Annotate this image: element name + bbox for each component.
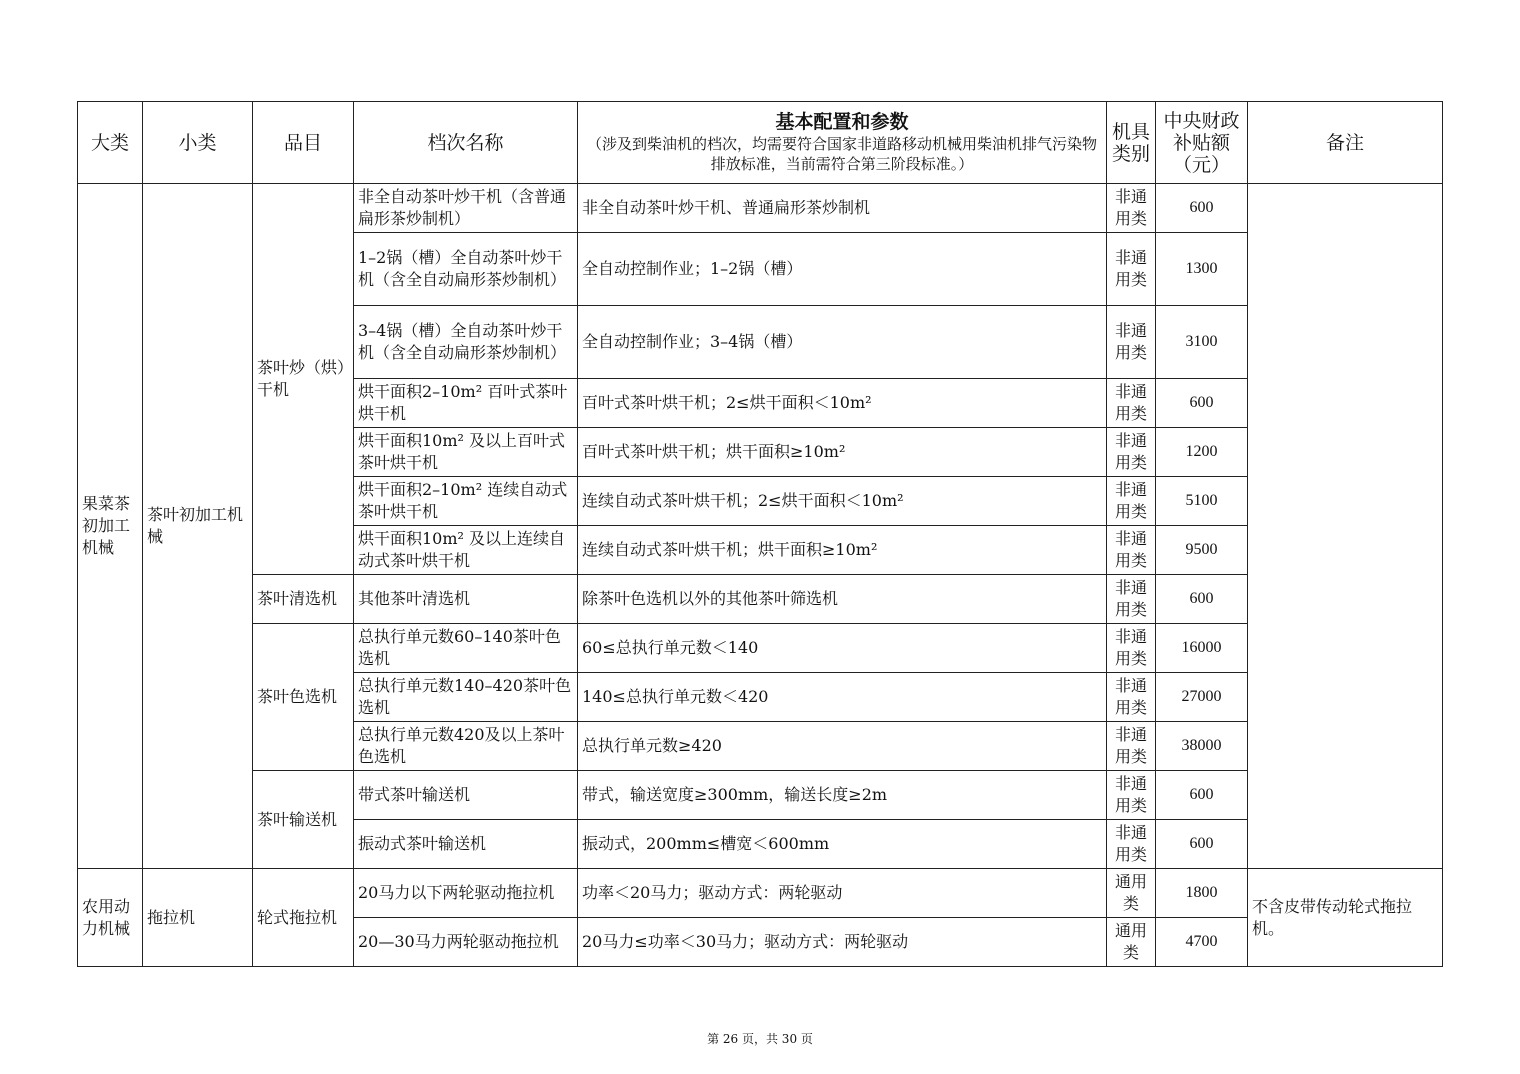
grade-name-cell: 烘干面积10m² 及以上百叶式茶叶烘干机 (354, 428, 578, 477)
config-cell: 60≤总执行单元数＜140 (578, 624, 1107, 673)
machine-type-cell: 非通用类 (1107, 526, 1156, 575)
subsidy-amount-cell: 38000 (1156, 722, 1248, 771)
subsidy-amount-cell: 4700 (1156, 918, 1248, 967)
config-cell: 百叶式茶叶烘干机；烘干面积≥10m² (578, 428, 1107, 477)
config-cell: 除茶叶色选机以外的其他茶叶筛选机 (578, 575, 1107, 624)
grade-name-cell: 1–2锅（槽）全自动茶叶炒干机（含全自动扁形茶炒制机） (354, 233, 578, 306)
header-category: 大类 (78, 102, 143, 184)
item-cell: 茶叶炒（烘）干机 (253, 184, 354, 575)
item-cell: 茶叶输送机 (253, 771, 354, 869)
subsidy-amount-cell: 16000 (1156, 624, 1248, 673)
machine-type-cell: 非通用类 (1107, 722, 1156, 771)
subsidy-amount-cell: 3100 (1156, 306, 1248, 379)
grade-name-cell: 总执行单元数60–140茶叶色选机 (354, 624, 578, 673)
machine-type-cell: 非通用类 (1107, 428, 1156, 477)
subsidy-amount-cell: 600 (1156, 820, 1248, 869)
subsidy-amount-cell: 9500 (1156, 526, 1248, 575)
config-cell: 全自动控制作业；1–2锅（槽） (578, 233, 1107, 306)
subsidy-amount-cell: 1200 (1156, 428, 1248, 477)
config-cell: 连续自动式茶叶烘干机；2≤烘干面积＜10m² (578, 477, 1107, 526)
config-cell: 全自动控制作业；3–4锅（槽） (578, 306, 1107, 379)
grade-name-cell: 烘干面积2–10m² 百叶式茶叶烘干机 (354, 379, 578, 428)
category-cell: 果菜茶初加工机械 (78, 184, 143, 869)
machine-type-cell: 非通用类 (1107, 306, 1156, 379)
grade-name-cell: 带式茶叶输送机 (354, 771, 578, 820)
machine-type-cell: 非通用类 (1107, 575, 1156, 624)
grade-name-cell: 烘干面积2–10m² 连续自动式茶叶烘干机 (354, 477, 578, 526)
config-cell: 连续自动式茶叶烘干机；烘干面积≥10m² (578, 526, 1107, 575)
machine-type-cell: 非通用类 (1107, 673, 1156, 722)
machine-type-cell: 非通用类 (1107, 379, 1156, 428)
item-cell: 轮式拖拉机 (253, 869, 354, 967)
page-footer: 第 26 页，共 30 页 (707, 1032, 813, 1046)
table-row (78, 184, 1443, 233)
header-machine-type: 机具类别 (1107, 102, 1156, 184)
subcategory-cell: 茶叶初加工机械 (143, 184, 253, 869)
header-remark: 备注 (1248, 102, 1443, 184)
grade-name-cell: 非全自动茶叶炒干机（含普通扁形茶炒制机） (354, 184, 578, 233)
machine-type-cell: 通用类 (1107, 918, 1156, 967)
subsidy-amount-cell: 5100 (1156, 477, 1248, 526)
header-grade-name: 档次名称 (354, 102, 578, 184)
grade-name-cell: 总执行单元数420及以上茶叶色选机 (354, 722, 578, 771)
table-row (78, 575, 1443, 624)
header-item: 品目 (253, 102, 354, 184)
subsidy-amount-cell: 600 (1156, 771, 1248, 820)
subcategory-cell: 拖拉机 (143, 869, 253, 967)
header-config (578, 102, 1107, 184)
config-cell: 功率＜20马力；驱动方式：两轮驱动 (578, 869, 1107, 918)
table-row (78, 624, 1443, 673)
header-config-note: （涉及到柴油机的档次，均需要符合国家非道路移动机械用柴油机排气污染物排放标准，当前需符合第三阶段标准。） (586, 135, 1097, 173)
grade-name-cell: 3–4锅（槽）全自动茶叶炒干机（含全自动扁形茶炒制机） (354, 306, 578, 379)
config-cell: 振动式，200mm≤槽宽＜600mm (578, 820, 1107, 869)
subsidy-amount-cell: 1800 (1156, 869, 1248, 918)
remark-cell: 不含皮带传动轮式拖拉机。 (1248, 869, 1443, 967)
header-config-title: 基本配置和参数 (775, 111, 909, 133)
config-cell: 20马力≤功率＜30马力；驱动方式：两轮驱动 (578, 918, 1107, 967)
machine-type-cell: 非通用类 (1107, 184, 1156, 233)
machine-type-cell: 非通用类 (1107, 771, 1156, 820)
table-row (78, 771, 1443, 820)
item-cell: 茶叶色选机 (253, 624, 354, 771)
remark-cell (1248, 184, 1443, 869)
grade-name-cell: 总执行单元数140–420茶叶色选机 (354, 673, 578, 722)
subsidy-table (77, 101, 1443, 967)
subsidy-amount-cell: 600 (1156, 379, 1248, 428)
item-cell: 茶叶清选机 (253, 575, 354, 624)
subsidy-amount-cell: 1300 (1156, 233, 1248, 306)
category-cell: 农用动力机械 (78, 869, 143, 967)
grade-name-cell: 其他茶叶清选机 (354, 575, 578, 624)
grade-name-cell: 20马力以下两轮驱动拖拉机 (354, 869, 578, 918)
config-cell: 非全自动茶叶炒干机、普通扁形茶炒制机 (578, 184, 1107, 233)
table-row (78, 869, 1443, 918)
config-cell: 140≤总执行单元数＜420 (578, 673, 1107, 722)
subsidy-amount-cell: 600 (1156, 575, 1248, 624)
machine-type-cell: 非通用类 (1107, 820, 1156, 869)
machine-type-cell: 非通用类 (1107, 233, 1156, 306)
subsidy-amount-cell: 27000 (1156, 673, 1248, 722)
subsidy-amount-cell: 600 (1156, 184, 1248, 233)
config-cell: 百叶式茶叶烘干机；2≤烘干面积＜10m² (578, 379, 1107, 428)
header-row (78, 102, 1443, 184)
machine-type-cell: 非通用类 (1107, 624, 1156, 673)
grade-name-cell: 振动式茶叶输送机 (354, 820, 578, 869)
header-subcategory: 小类 (143, 102, 253, 184)
config-cell: 总执行单元数≥420 (578, 722, 1107, 771)
header-subsidy: 中央财政补贴额（元） (1156, 102, 1248, 184)
grade-name-cell: 20—30马力两轮驱动拖拉机 (354, 918, 578, 967)
machine-type-cell: 通用类 (1107, 869, 1156, 918)
machine-type-cell: 非通用类 (1107, 477, 1156, 526)
config-cell: 带式，输送宽度≥300mm，输送长度≥2m (578, 771, 1107, 820)
grade-name-cell: 烘干面积10m² 及以上连续自动式茶叶烘干机 (354, 526, 578, 575)
